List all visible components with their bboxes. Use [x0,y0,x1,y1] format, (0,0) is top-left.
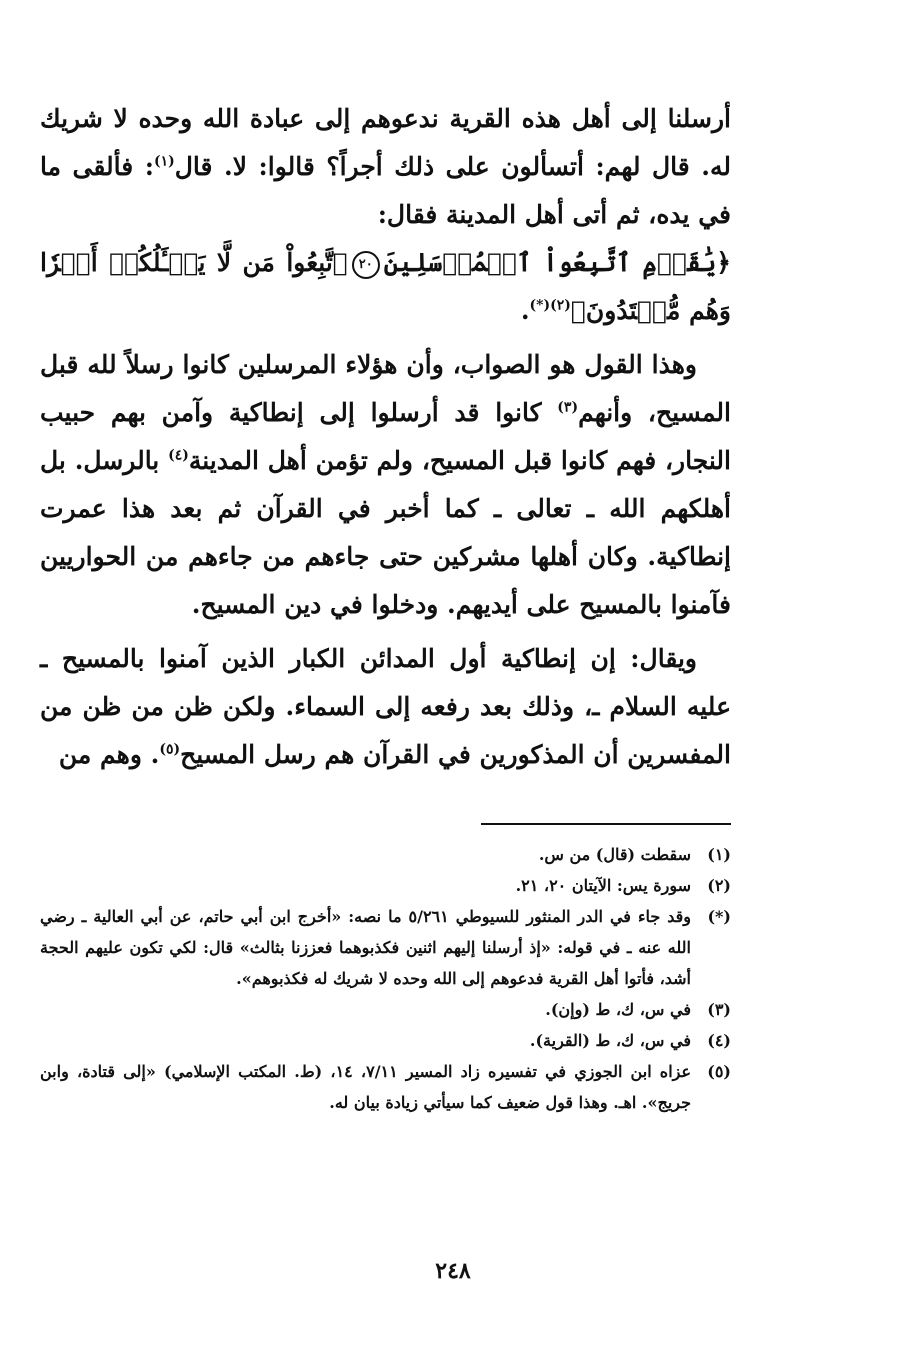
page-number: ٢٤٨ [435,1258,471,1284]
ayah-number-mark: ٢٠ [352,251,380,279]
paragraph-2-text-b: كانوا قد أرسلوا إلى إنطاكية وآمن بهم حبيب النجار، فهم كانوا قبل المسيح، ولم تؤمن أهل المدينة [40,398,731,475]
paragraph-1-end: : فألقى ما في يده، ثم أتى أهل المدينة فقال: [40,152,731,229]
footnote-text: في س، ك، ط (القرية). [529,1031,691,1050]
footnote-text: سورة يس: الآيتان ٢٠، ٢١. [515,876,691,895]
paragraph-3-text-a: ويقال: إن إنطاكية أول المدائن الكبار الذين آمنوا بالمسيح ـ عليه السلام ـ، وذلك بعد رفعه إلى السماء. ولكن ظن من ظن من المفسرين أن المذكورين في القرآن هم رسل المسيح [40,644,731,769]
quran-verse-part-2: ٱتَّبِعُواْ مَن لَّا يَسۡـَٔلُكُمۡ أَجۡرٗا وَهُم مُّهۡتَدُونَ [40,248,731,325]
quran-verse-part-1: يَٰقَوۡمِ ٱتَّبِعُواْ ٱلۡمُرۡسَلِينَ [383,248,717,277]
paragraph-1 [40,95,731,239]
quran-verse-end: . [520,296,530,325]
footnotes [40,839,731,1118]
footnote-ref-1: (١) [153,153,175,170]
footnote-text: عزاه ابن الجوزي في تفسيره زاد المسير ٧/١١، ١٤، (ط. المكتب الإسلامي) «إلى قتادة، وابن جريج». اهـ. وهذا قول ضعيف كما سيأتي زيادة بيان له. [40,1062,692,1112]
footnote-ref-5: (٥) [159,741,181,758]
footnote-number: (٤) [707,1031,731,1050]
quran-verse [40,239,731,335]
quran-open-bracket: ﴿ [716,248,731,277]
paragraph-3 [40,635,731,779]
footnote-ref-2: (٢)(*) [529,297,571,314]
footnote-ref-3: (٣) [557,399,579,416]
paragraph-2 [40,341,731,629]
paragraph-1-text: أرسلنا إلى أهل هذه القرية ندعوهم إلى عبادة الله وحده لا شريك له. قال لهم: أتسألون على ذلك أجراً؟ قالوا: لا. قال [40,104,731,181]
footnote-item [40,839,731,870]
footnote-text: وقد جاء في الدر المنثور للسيوطي ٥/٢٦١ ما نصه: «أخرج ابن أبي حاتم، عن أبي العالية ـ رضي الله عنه ـ في قوله: «إذ أرسلنا إليهم اثنين فكذبوهما فعززنا بثالث» قال: لكي تكون عليهم الحجة أشد، فأتوا أهل القرية فدعوهم إلى الله وحده لا شريك له فكذبوهم». [40,907,691,988]
footnote-item [40,994,731,1025]
footnote-number: (١) [707,845,731,864]
paragraph-2-text-a: وهذا القول هو الصواب، وأن هؤلاء المرسلين كانوا رسلاً لله قبل المسيح، وأنهم [40,350,731,427]
footnote-item [40,901,731,994]
footnote-text: سقطت (قال) من س. [538,845,691,864]
footnote-number: (٢) [707,876,731,895]
paragraph-2-text-c: بالرسل. بل أهلكهم الله ـ تعالى ـ كما أخبر في القرآن ثم بعد هذا عمرت إنطاكية. وكان أهلها مشركين حتى جاءهم من جاءهم من الحواريين فآمنوا بالمسيح على أيديهم. ودخلوا في دين المسيح. [40,446,731,619]
footnote-text: في س، ك، ط (وإن). [545,1000,691,1019]
paragraph-3-text-b: . وهم من [58,740,160,769]
quran-close-bracket: ﴾ [570,296,586,325]
footnote-item [40,870,731,901]
footnote-number: (*) [707,907,731,926]
footnote-item [40,1025,731,1056]
footnote-divider [481,823,731,825]
main-text [40,95,731,779]
footnote-number: (٥) [707,1062,731,1081]
footnote-item [40,1056,731,1118]
footnote-number: (٣) [707,1000,731,1019]
footnote-ref-4: (٤) [168,447,189,464]
